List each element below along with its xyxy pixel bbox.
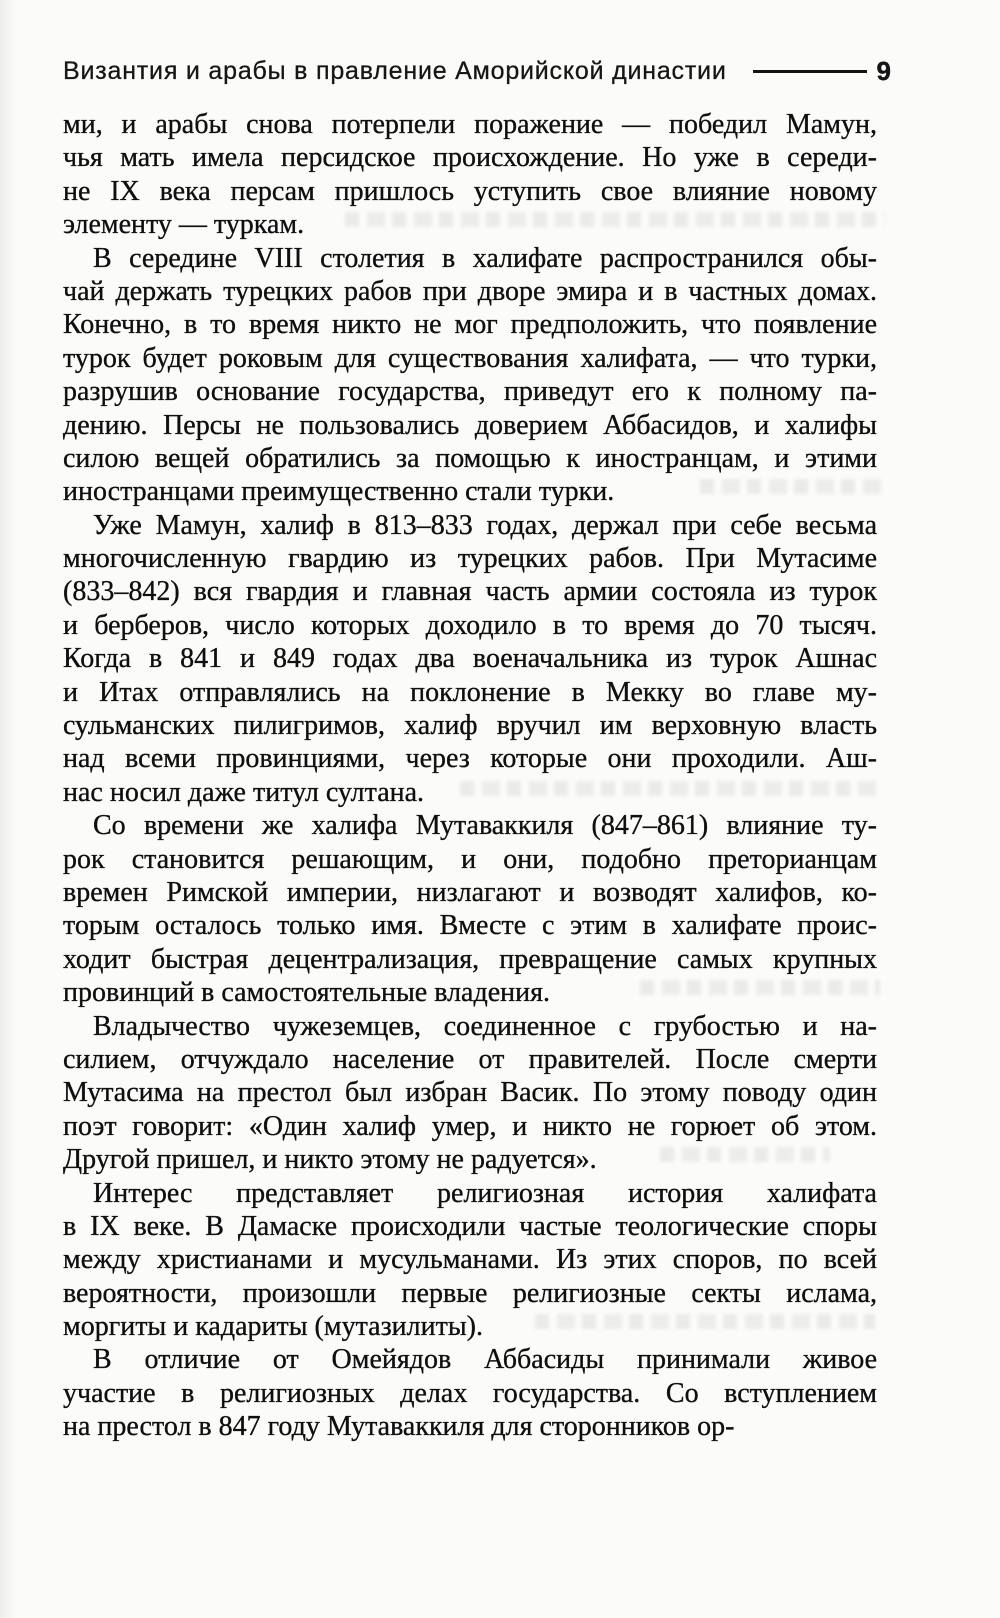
text-line: провинций в самостоятельные владения. xyxy=(63,977,551,1009)
text-line: нас носил даже титул султана. xyxy=(63,776,425,808)
text-line: Со времени же халифа Мутаваккиля (847–861) влияние ту- xyxy=(93,810,877,842)
text-line: иностранцами преимущественно стали турки. xyxy=(63,476,615,508)
running-title: Византия и арабы в правление Аморийской династии xyxy=(63,57,727,85)
paragraph xyxy=(63,242,877,509)
scan-edge-shadow xyxy=(0,0,16,1618)
text-line: элементу — туркам. xyxy=(63,209,305,241)
page-number: 9 xyxy=(876,56,891,86)
text-line: силием, отчуждало население от правителей. После смерти xyxy=(63,1043,877,1075)
text-line: ми, и арабы снова потерпели поражение — победил Мамун, xyxy=(63,109,877,140)
text-line: между христианами и мусульманами. Из этих споров, по всей xyxy=(63,1244,877,1276)
paragraph xyxy=(63,1177,877,1344)
text-line: чья мать имела персидское происхождение. Но уже в середи- xyxy=(63,142,877,174)
text-line: Мутасима на престол был избран Васик. По этому поводу один xyxy=(63,1077,877,1109)
text-line: дению. Персы не пользовались доверием Аббасидов, и халифы xyxy=(63,409,877,441)
header-rule xyxy=(753,70,867,73)
text-line: на престол в 847 году Мутаваккиля для сторонников ор- xyxy=(63,1411,735,1443)
text-line: В отличие от Омейядов Аббасиды принимали живое xyxy=(93,1344,877,1376)
text-line: и берберов, число которых доходило в то время до 70 тысяч. xyxy=(63,609,877,641)
text-line: участие в религиозных делах государства. Со вступлением xyxy=(63,1377,877,1409)
paragraph xyxy=(63,1343,877,1443)
body-text xyxy=(63,108,877,1444)
running-header xyxy=(63,56,891,87)
text-line: рок становится решающим, и они, подобно преторианцам xyxy=(63,843,877,875)
text-line: (833–842) вся гвардия и главная часть армии состояла из турок xyxy=(63,576,877,608)
text-line: и Итах отправлялись на поклонение в Мекку во главе му- xyxy=(63,676,877,708)
text-line: В середине VIII столетия в халифате распространился обы- xyxy=(93,242,877,274)
paragraph xyxy=(63,809,877,1009)
text-line: над всеми провинциями, через которые они проходили. Аш- xyxy=(63,743,877,775)
text-line: Интерес представляет религиозная история халифата xyxy=(93,1177,877,1209)
text-line: моргиты и кадариты (мутазилиты). xyxy=(63,1311,483,1343)
text-line: Владычество чужеземцев, соединенное с грубостью и на- xyxy=(93,1010,877,1042)
text-line: чай держать турецких рабов при дворе эмира и в частных домах. xyxy=(63,275,877,307)
text-line: многочисленную гвардию из турецких рабов. При Мутасиме xyxy=(63,543,877,575)
text-line: Когда в 841 и 849 годах два военачальника из турок Ашнас xyxy=(63,643,877,675)
text-line: торым осталось только имя. Вместе с этим в халифате проис- xyxy=(63,910,877,942)
text-line: сульманских пилигримов, халиф вручил им верховную власть xyxy=(63,710,877,742)
text-line: вероятности, произошли первые религиозные секты ислама, xyxy=(63,1277,877,1309)
text-line: не IX века персам пришлось уступить свое влияние новому xyxy=(63,175,877,207)
paragraph xyxy=(63,108,877,242)
text-line: в IX веке. В Дамаске происходили частые теологические споры xyxy=(63,1210,877,1242)
text-line: силою вещей обратились за помощью к иностранцам, и этими xyxy=(63,442,877,474)
text-line: времен Римской империи, низлагают и возводят халифов, ко- xyxy=(63,876,877,908)
text-line: поэт говорит: «Один халиф умер, и никто не горюет об этом. xyxy=(63,1110,877,1142)
text-line: Уже Мамун, халиф в 813–833 годах, держал при себе весьма xyxy=(93,509,877,541)
text-line: ходит быстрая децентрализация, превращение самых крупных xyxy=(63,943,877,975)
text-line: Другой пришел, и никто этому не радуется». xyxy=(63,1144,597,1176)
text-line: разрушив основание государства, приведут его к полному па- xyxy=(63,376,877,408)
text-line: Конечно, в то время никто не мог предположить, что появление xyxy=(63,309,877,341)
text-line: турок будет роковым для существования халифата, — что турки, xyxy=(63,342,877,374)
paragraph xyxy=(63,509,877,810)
paragraph xyxy=(63,1010,877,1177)
